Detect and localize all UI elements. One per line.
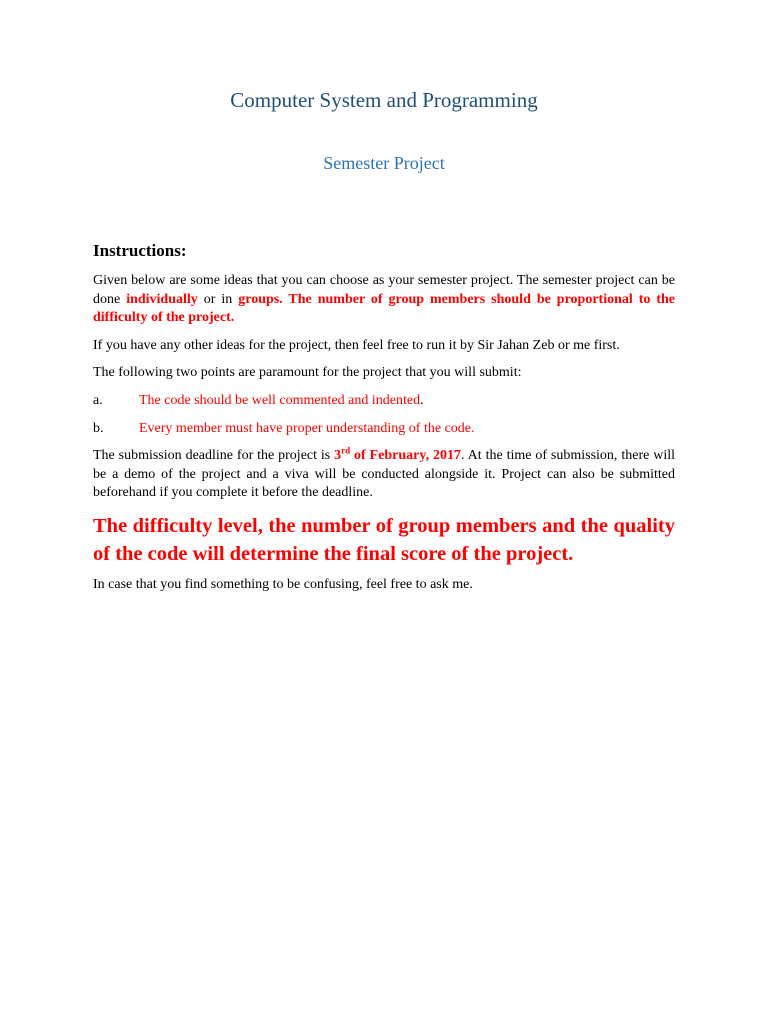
intro-paragraph bbox=[93, 272, 675, 328]
list-item bbox=[93, 392, 675, 411]
points-intro-paragraph: The following two points are paramount for the project that you will submit: bbox=[93, 365, 522, 381]
closing-paragraph: In case that you find something to be confusing, feel free to ask me. bbox=[93, 576, 473, 592]
deadline-paragraph bbox=[93, 447, 675, 503]
list-marker: b. bbox=[93, 420, 104, 436]
group-members-emphasis: The number of group members should be proportional to the difficulty of the project. bbox=[93, 291, 676, 326]
individually-emphasis: individually bbox=[126, 291, 198, 307]
intro-text-2: or in bbox=[197, 291, 239, 307]
list-item-suffix: . bbox=[420, 392, 424, 408]
list-marker: a. bbox=[93, 392, 103, 408]
list-item-red-text: The code should be well commented and indented bbox=[139, 392, 421, 408]
list-item-text bbox=[139, 392, 424, 411]
list-item-text: Every member must have proper understanding of the code. bbox=[139, 420, 475, 436]
other-ideas-paragraph: If you have any other ideas for the project, then feel free to run it by Sir Jahan Zeb or me first. bbox=[93, 337, 620, 353]
list-item bbox=[93, 420, 675, 439]
groups-emphasis: groups. bbox=[238, 291, 283, 307]
intro-text-1: Given below are some ideas that you can choose as your semester project. The semester project can be done bbox=[93, 273, 675, 307]
deadline-month-year: of February, 2017 bbox=[350, 448, 462, 464]
document-body bbox=[93, 238, 675, 595]
document-subtitle: Semester Project bbox=[323, 153, 445, 173]
instructions-heading: Instructions: bbox=[93, 241, 187, 260]
score-emphasis-statement: The difficulty level, the number of group members and the quality of the code will determine the final score of the project. bbox=[93, 514, 675, 565]
deadline-day-suffix: rd bbox=[341, 445, 351, 456]
deadline-text-2: . At the time of submission, there will be a demo of the project and a viva will be conducted alongside it. Project can also be submitted beforehand if you complete it before the deadline. bbox=[93, 448, 675, 501]
deadline-date bbox=[334, 445, 462, 464]
document-title: Computer System and Programming bbox=[230, 88, 538, 112]
deadline-day: 3 bbox=[334, 448, 342, 464]
deadline-text-1: The submission deadline for the project is bbox=[93, 448, 335, 464]
